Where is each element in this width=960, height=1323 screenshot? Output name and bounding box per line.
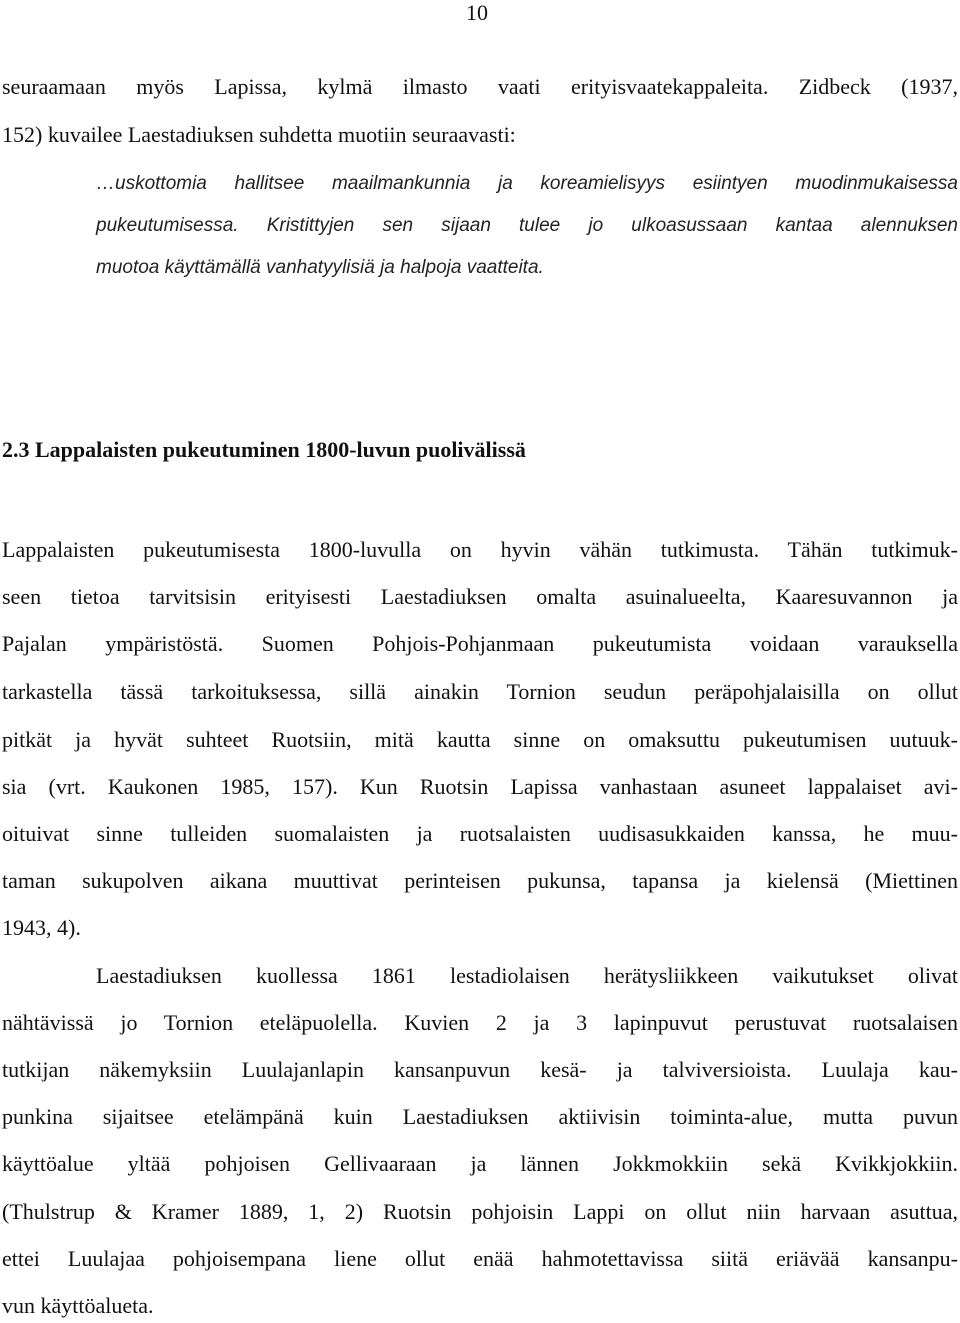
paragraph-line: taman sukupolven aikana muuttivat perinteisen pukunsa, tapansa ja kielensä (Miettinen (2, 868, 958, 893)
quote-line: pukeutumisessa. Kristittyjen sen sijaan tulee jo ulkoasussaan kantaa alennuksen (96, 215, 958, 236)
page-number: 10 (466, 0, 488, 25)
paragraph-line: tarkastella tässä tarkoituksessa, sillä ainakin Tornion seudun peräpohjalaisilla on ollut (2, 679, 958, 704)
section-heading: 2.3 Lappalaisten pukeutuminen 1800-luvun puolivälissä (2, 437, 526, 462)
intro-line: seuraamaan myös Lapissa, kylmä ilmasto vaati erityisvaatekappaleita. Zidbeck (1937, (2, 74, 958, 99)
paragraph-line: nähtävissä jo Tornion eteläpuolella. Kuvien 2 ja 3 lapinpuvut perustuvat ruotsalaisen (2, 1010, 958, 1035)
paragraph-line: vun käyttöalueta. (2, 1293, 154, 1318)
paragraph-line: tutkijan näkemyksiin Luulajanlapin kansanpuvun kesä- ja talviversioista. Luulaja kau- (2, 1057, 958, 1082)
paragraph-line: seen tietoa tarvitsisin erityisesti Laestadiuksen omalta asuinalueelta, Kaaresuvannon ja (2, 584, 958, 609)
paragraph-line: punkina sijaitsee etelämpänä kuin Laestadiuksen aktiivisin toiminta-alue, mutta puvun (2, 1104, 958, 1129)
paragraph-line: ettei Luulajaa pohjoisempana liene ollut enää hahmotettavissa siitä eriävää kansanpu- (2, 1246, 958, 1271)
intro-line: 152) kuvailee Laestadiuksen suhdetta muotiin seuraavasti: (2, 122, 516, 147)
paragraph-line: Pajalan ympäristöstä. Suomen Pohjois-Pohjanmaan pukeutumista voidaan varauksella (2, 631, 958, 656)
quote-line: muotoa käyttämällä vanhatyylisiä ja halpoja vaatteita. (96, 257, 544, 278)
paragraph-line: oituivat sinne tulleiden suomalaisten ja ruotsalaisten uudisasukkaiden kanssa, he muu- (2, 821, 958, 846)
paragraph-line: käyttöalue yltää pohjoisen Gellivaaraan ja lännen Jokkmokkiin sekä Kvikkjokkiin. (2, 1151, 958, 1176)
quote-line: …uskottomia hallitsee maailmankunnia ja koreamielisyys esiintyen muodinmukaisessa (96, 173, 958, 194)
paragraph-line: pitkät ja hyvät suhteet Ruotsiin, mitä kautta sinne on omaksuttu pukeutumisen uutuuk- (2, 727, 958, 752)
paragraph-line: Lappalaisten pukeutumisesta 1800-luvulla on hyvin vähän tutkimusta. Tähän tutkimuk- (2, 537, 958, 562)
paragraph-line: 1943, 4). (2, 915, 81, 940)
paragraph-line: sia (vrt. Kaukonen 1985, 157). Kun Ruotsin Lapissa vanhastaan asuneet lappalaiset avi- (2, 774, 958, 799)
paragraph-line: Laestadiuksen kuollessa 1861 lestadiolaisen herätysliikkeen vaikutukset olivat (96, 963, 958, 988)
paragraph-line: (Thulstrup & Kramer 1889, 1, 2) Ruotsin pohjoisin Lappi on ollut niin harvaan asuttua, (2, 1199, 958, 1224)
